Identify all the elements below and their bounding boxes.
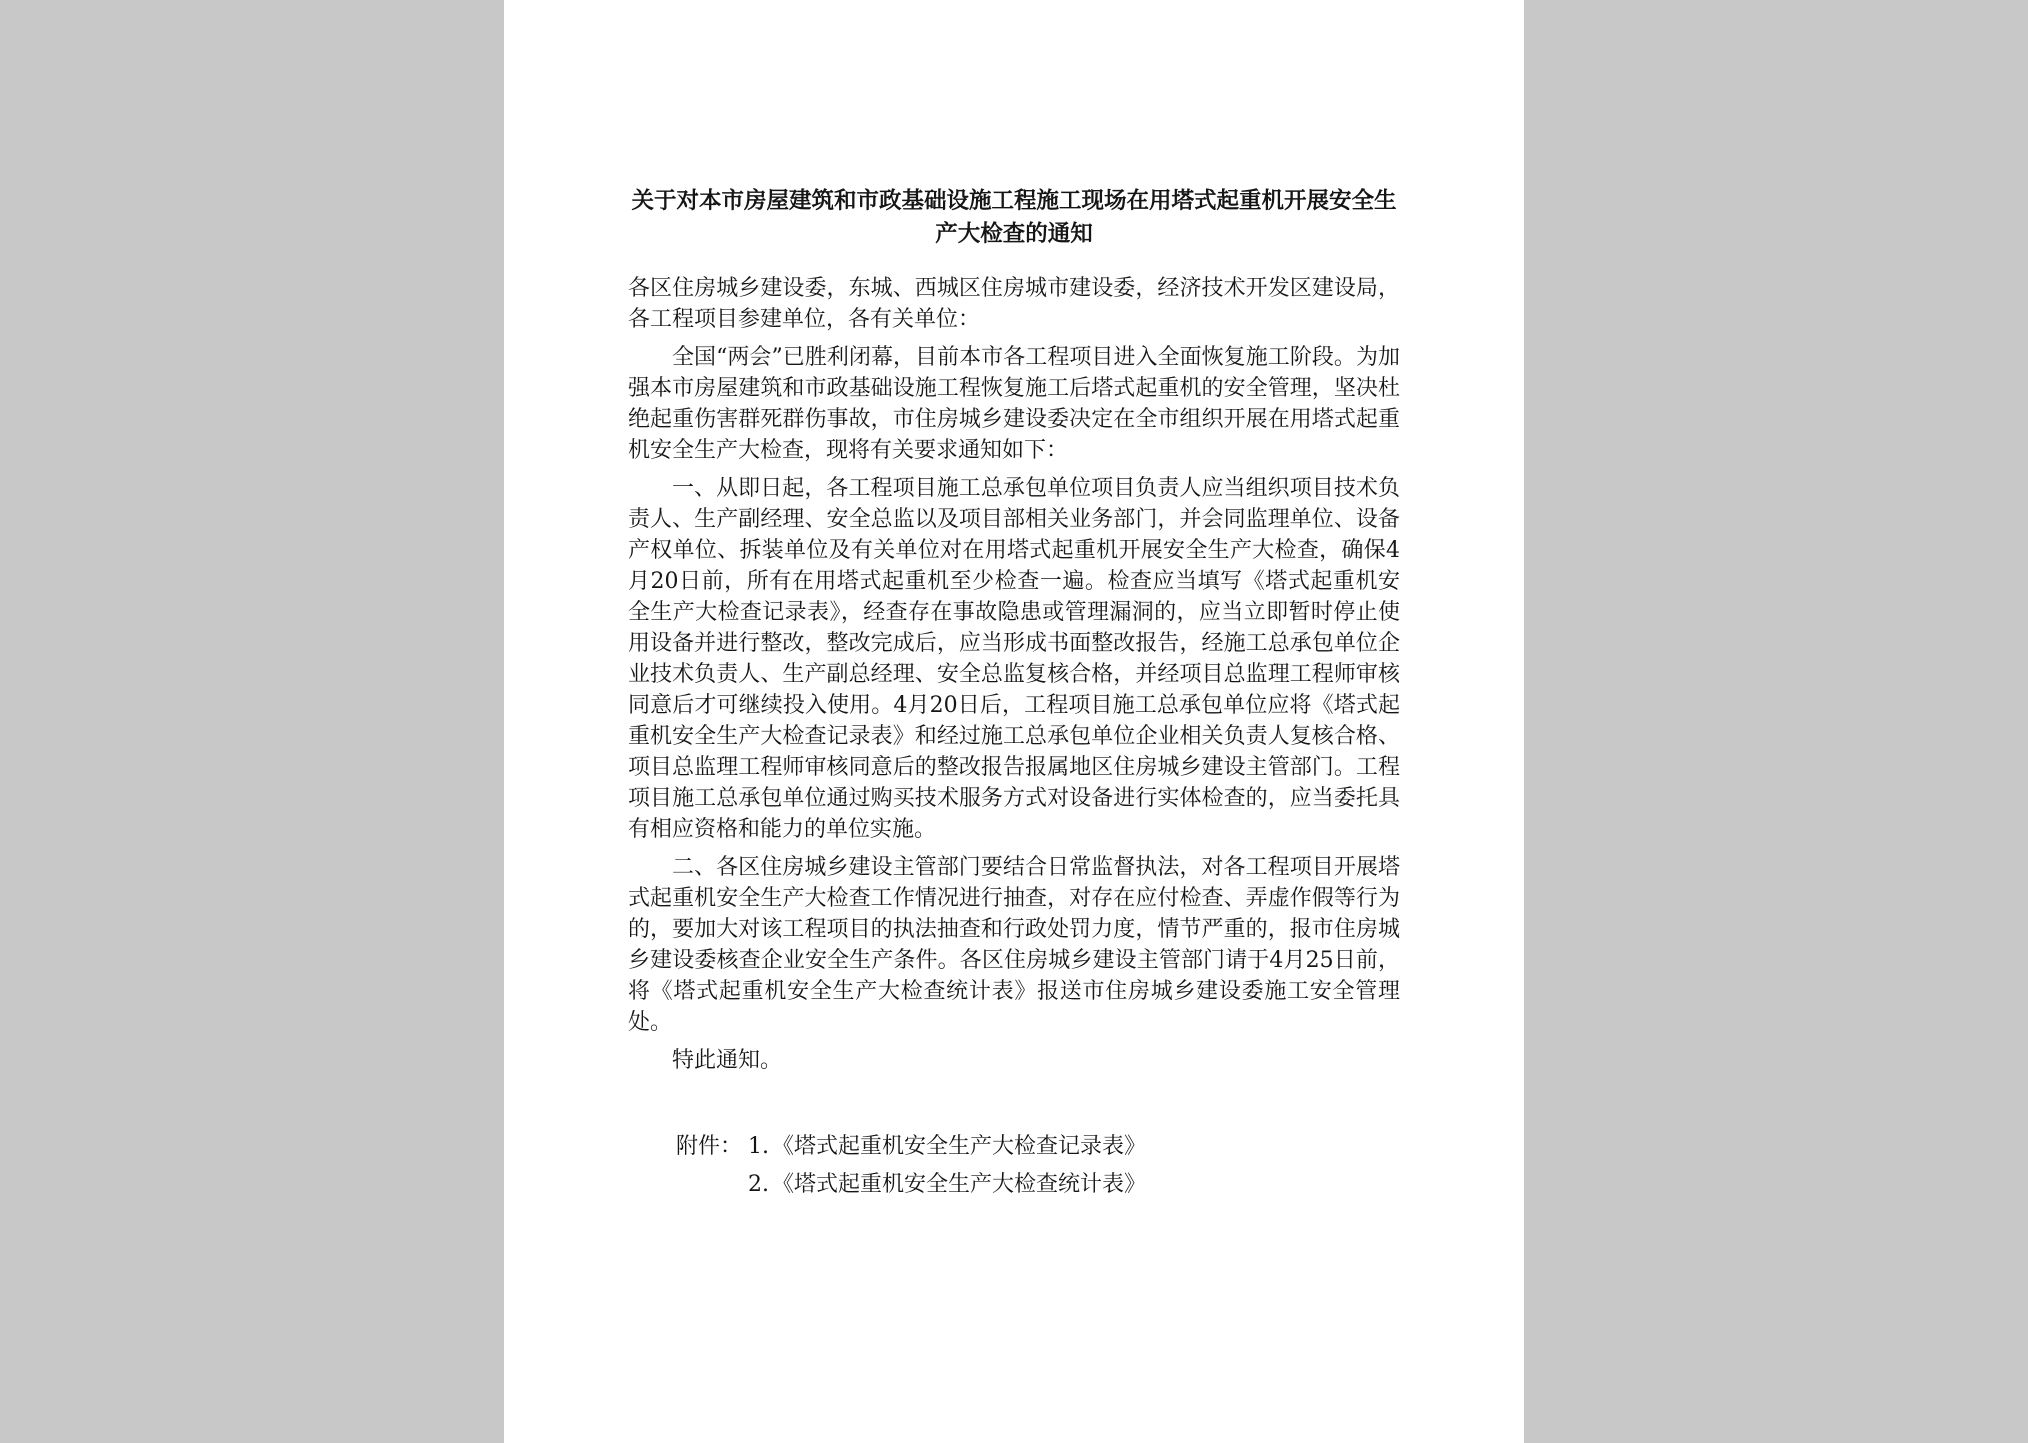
attachment-item (628, 1128, 1400, 1166)
document-page (504, 0, 1524, 1443)
attachment-name: 《塔式起重机安全生产大检查记录表》 (772, 1134, 1147, 1159)
document-title: 关于对本市房屋建筑和市政基础设施工程施工现场在用塔式起重机开展安全生产大检查的通知 (631, 188, 1397, 247)
document-body (628, 273, 1400, 1076)
attachments-list (628, 1128, 1400, 1204)
attachment-name: 《塔式起重机安全生产大检查统计表》 (772, 1172, 1147, 1197)
addressee-line: 各区住房城乡建设委，东城、西城区住房城市建设委，经济技术开发区建设局，各工程项目参建单位，各有关单位： (628, 276, 1400, 332)
closing-line: 特此通知。 (672, 1048, 783, 1073)
body-paragraph-item-2: 二、各区住房城乡建设主管部门要结合日常监督执法，对各工程项目开展塔式起重机安全生产大检查工作情况进行抽查，对存在应付检查、弄虚作假等行为的，要加大对该工程项目的执法抽查和行政处罚力度，情节严重的，报市住房城乡建设委核查企业安全生产条件。各区住房城乡建设主管部门请于4月25日前，将《塔式起重机安全生产大检查统计表》报送市住房城乡建设委施工安全管理处。 (628, 855, 1400, 1035)
attachment-item (628, 1166, 1400, 1204)
body-paragraph-intro: 全国“两会”已胜利闭幕，目前本市各工程项目进入全面恢复施工阶段。为加强本市房屋建筑和市政基础设施工程恢复施工后塔式起重机的安全管理，坚决杜绝起重伤害群死群伤事故，市住房城乡建设委决定在全市组织开展在用塔式起重机安全生产大检查，现将有关要求通知如下： (628, 345, 1400, 463)
body-paragraph-item-1: 一、从即日起，各工程项目施工总承包单位项目负责人应当组织项目技术负责人、生产副经理、安全总监以及项目部相关业务部门，并会同监理单位、设备产权单位、拆装单位及有关单位对在用塔式起重机开展安全生产大检查，确保4月20日前，所有在用塔式起重机至少检查一遍。检查应当填写《塔式起重机安全生产大检查记录表》，经查存在事故隐患或管理漏洞的，应当立即暂时停止使用设备并进行整改，整改完成后，应当形成书面整改报告，经施工总承包单位企业技术负责人、生产副总经理、安全总监复核合格，并经项目总监理工程师审核同意后才可继续投入使用。4月20日后，工程项目施工总承包单位应将《塔式起重机安全生产大检查记录表》和经过施工总承包单位企业相关负责人复核合格、项目总监理工程师审核同意后的整改报告报属地区住房城乡建设主管部门。工程项目施工总承包单位通过购买技术服务方式对设备进行实体检查的，应当委托具有相应资格和能力的单位实施。 (628, 476, 1400, 842)
attachment-number: 1. (748, 1134, 769, 1159)
attachment-number: 2. (748, 1172, 769, 1197)
attachments-label: 附件： (676, 1134, 743, 1159)
